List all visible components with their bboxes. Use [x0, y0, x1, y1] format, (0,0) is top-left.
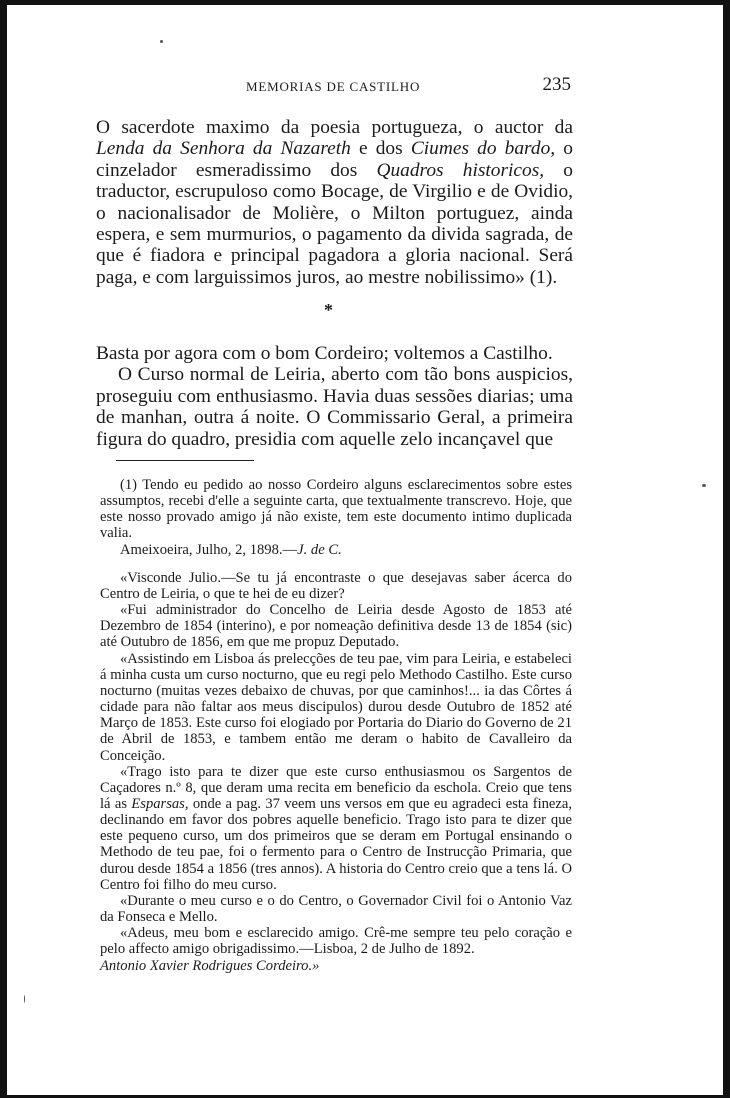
- text-run: o traductor, escrupuloso como Bocage, de Virgilio e de Ovidio, o nacionalisador de Molière, o Milton portuguez, ainda espera, e sem murmurios, o pagamento da divida sagrada, de que é fiadora e principal pagadora a gloria nacional. Será paga, e com larguissimos juros, ao mestre nobilissimo» (1).: [96, 159, 573, 288]
- scan-border-top: [0, 0, 730, 5]
- footnote-intro: (1) Tendo eu pedido ao nosso Cordeiro alguns esclarecimentos sobre estes assumptos, recebi d'elle a seguinte carta, que textualmente transcrevo. Hoje, que este nosso provado amigo já não existe, tem este documento intimo duplicada valia.: [100, 477, 572, 542]
- letter-paragraph: «Durante o meu curso e o do Centro, o Governador Civil foi o Antonio Vaz da Fonseca e Mello.: [100, 892, 572, 926]
- scan-speck: [24, 995, 25, 1003]
- dateline-text: Ameixoeira, Julho, 2, 1898.—: [120, 541, 298, 558]
- text-run: o cinzelador esmeradissimo dos: [96, 138, 573, 181]
- footnote-rule: [116, 460, 254, 461]
- dateline-signature: J. de C.: [297, 541, 342, 558]
- paragraph-sacerdote: [96, 117, 573, 288]
- letter-signature: Antonio Xavier Rodrigues Cordeiro.»: [100, 957, 320, 974]
- main-text-top: [96, 117, 573, 288]
- letter-paragraph: «Visconde Julio.—Se tu já encontraste o que desejavas saber ácerca do Centro de Leiria, o que te hei de eu dizer?: [100, 569, 572, 602]
- text-run: «Trago isto para te dizer que este curso enthusiasmou os Sargentos de Caçadores n.º 8, que deram uma recita em beneficio da eschola. Creio que tens lá as: [100, 763, 572, 812]
- scan-speck: [702, 484, 706, 487]
- work-title-quadros: Quadros historicos,: [376, 159, 545, 181]
- letter-paragraph: [100, 764, 572, 893]
- scan-border-left: [0, 0, 7, 1098]
- footnote-dateline: [100, 542, 572, 558]
- text-run: onde a pag. 37 veem uns versos em que eu agradeci esta fineza, declinando em favor dos pobres aquelle beneficio. Trago isto para te dizer que este pequeno curso, um dos primeiros que se deram em Portugal ensinando o Methodo de teu pae, foi o fermento para o Centro de Instrucção Primaria, que durou desde 1854 a 1856 (tres annos). A historia do Centro creio que a tens lá. O Centro foi filho do meu curso.: [100, 795, 573, 893]
- footnote: [100, 477, 572, 974]
- text-run: O sacerdote maximo da poesia portugueza, o auctor da: [96, 117, 573, 138]
- scan-border-right: [723, 0, 730, 1098]
- letter-paragraph: «Adeus, meu bom e esclarecido amigo. Crê-me sempre teu pelo coração e pelo affecto amigo obrigadissimo.—Lisboa, 2 de Julho de 1892.: [100, 925, 572, 958]
- page-header: [96, 76, 573, 100]
- work-title-lenda: Lenda da Senhora da Nazareth: [96, 138, 351, 160]
- work-title-esparsas: Esparsas,: [131, 795, 189, 812]
- running-title: MEMORIAS DE CASTILHO: [246, 79, 421, 94]
- work-title-ciumes: Ciumes do bardo,: [410, 138, 556, 160]
- paragraph-curso-normal: O Curso normal de Leiria, aberto com tão bons auspicios, proseguiu com enthusiasmo. Havia duas sessões diarias; uma de manhan, outra á noite. O Commissario Geral, a primeira figura do quadro, presidia com aquelle zelo incançavel que: [96, 364, 573, 450]
- section-separator: *: [324, 300, 333, 320]
- main-text-bottom: [96, 343, 573, 450]
- letter-paragraph: «Assistindo em Lisboa ás prelecções de teu pae, vim para Leiria, e estabeleci á minha custa um curso nocturno, que eu regi pelo Methodo Castilho. Este curso nocturno (muitas vezes debaixo de chuvas, por que caminhos!... ia das Côrtes á cidade para não faltar aos meus discipulos) durou desde Outubro de 1852 até Março de 1853. Este curso foi elogiado por Portaria do Diario do Governo de 21 de Abril de 1853, e tambem então me deram o habito de Cavalleiro da Conceição.: [100, 650, 572, 764]
- paragraph-basta: Basta por agora com o bom Cordeiro; voltemos a Castilho.: [96, 343, 553, 364]
- page-number: 235: [542, 74, 571, 95]
- scan-speck: [160, 40, 163, 43]
- text-run: e dos: [358, 138, 403, 160]
- letter-paragraph: «Fui administrador do Concelho de Leiria desde Agosto de 1853 até Dezembro de 1854 (interino), e por nomeação definitiva desde 13 de 1854 (sic) até Outubro de 1856, em que me propuz Deputado.: [100, 602, 572, 651]
